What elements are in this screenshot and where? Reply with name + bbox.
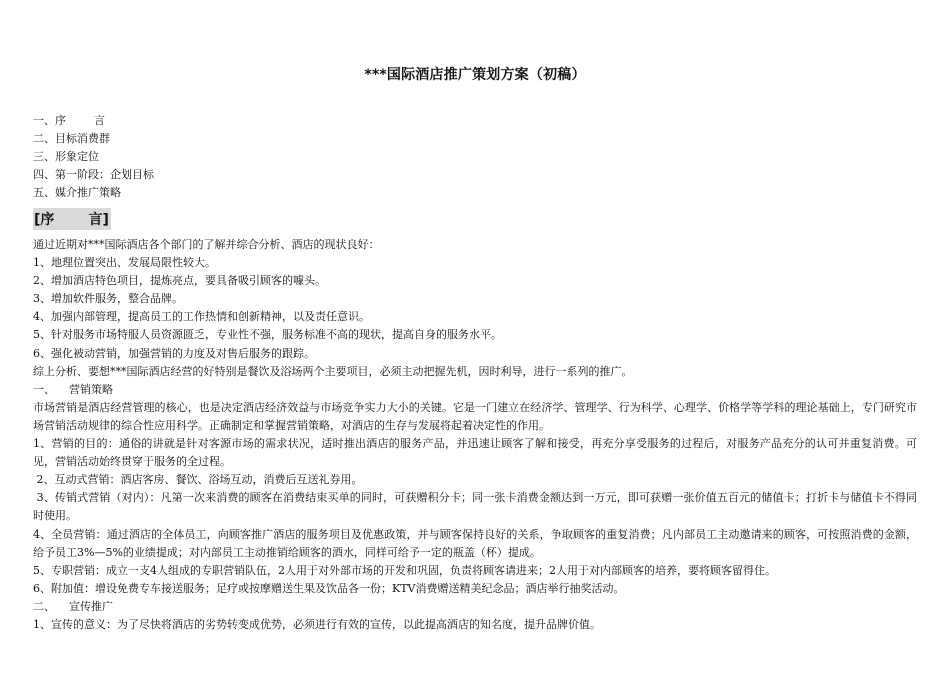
section-heading-preface: [序 言] bbox=[33, 208, 111, 230]
paragraph: 1、地理位置突出、发展局限性较大。 bbox=[33, 256, 216, 270]
toc-item: 一、序 言 bbox=[33, 114, 105, 127]
paragraph: 4、加强内部管理，提高员工的工作热情和创新精神，以及责任意识。 bbox=[33, 310, 370, 324]
paragraph: 6、附加值：增设免费专车接送服务；足疗或按摩赠送生果及饮品各一份；KTV消费赠送精美纪念品；酒店举行抽奖活动。 bbox=[33, 581, 625, 595]
subheading: 二、 宣传推广 bbox=[33, 599, 113, 613]
paragraph: 市场营销是酒店经营管理的核心，也是决定酒店经济效益与市场竞争实力大小的关键。它是一门建立在经济学、管理学、行为科学、心理学、价格学等学科的理论基础上，专门研究市场营销活动规律的综合性应用科学。正确制定和掌握营销策略，对酒店的生存与发展将起着决定性的作用。 bbox=[33, 400, 917, 432]
paragraph: 1、营销的目的：通俗的讲就是针对客源市场的需求状况，适时推出酒店的服务产品，并迅速让顾客了解和接受，再充分享受服务的过程后，对服务产品充分的认可并重复消费。可见，营销活动始终贯穿于服务的全过程。 bbox=[33, 437, 917, 469]
paragraph: 通过近期对***国际酒店各个部门的了解并综合分析、酒店的现状良好： bbox=[33, 238, 380, 251]
body-text bbox=[33, 236, 917, 634]
paragraph: 1、宣传的意义：为了尽快将酒店的劣势转变成优势，必须进行有效的宣传，以此提高酒店的知名度，提升品牌价值。 bbox=[33, 617, 601, 631]
paragraph: 5、针对服务市场特服人员资源匮乏，专业性不强，服务标准不高的现状，提高自身的服务水平。 bbox=[33, 328, 502, 342]
paragraph: 5、专职营销：成立一支4人组成的专职营销队伍，2人用于对外部市场的开发和巩固，负责将顾客请进来；2人用于对内部顾客的培养，要将顾客留得住。 bbox=[33, 563, 776, 577]
subheading: 一、 营销策略 bbox=[33, 382, 113, 396]
paragraph: 3、增加软件服务，整合品牌。 bbox=[33, 292, 183, 306]
table-of-contents bbox=[33, 112, 154, 202]
toc-item: 四、第一阶段：企划目标 bbox=[33, 168, 154, 181]
paragraph: 2、增加酒店特色项目，提炼亮点，要具备吸引顾客的噱头。 bbox=[33, 274, 326, 288]
paragraph: 2、互动式营销：酒店客房、餐饮、浴场互动，消费后互送礼券用。 bbox=[33, 473, 363, 487]
toc-item: 二、目标消费群 bbox=[33, 132, 110, 145]
paragraph: 6、强化被动营销，加强营销的力度及对售后服务的跟踪。 bbox=[33, 346, 315, 360]
paragraph: 4、全员营销：通过酒店的全体员工，向顾客推广酒店的服务项目及优惠政策，并与顾客保持良好的关系，争取顾客的重复消费；凡内部员工主动邀请来的顾客，可按照消费的金额，给予员工3%—5%的业绩提成；对内部员工主动推销给顾客的酒水，同样可给予一定的瓶盖（杯）提成。 bbox=[33, 527, 917, 559]
document-title: ***国际酒店推广策划方案（初稿） bbox=[364, 67, 586, 83]
toc-item: 五、媒介推广策略 bbox=[33, 186, 121, 199]
paragraph: 综上分析、要想***国际酒店经营的好特别是餐饮及浴场两个主要项目，必须主动把握先机，因时利导，进行一系列的推广。 bbox=[33, 364, 633, 378]
paragraph: 3、传销式营销（对内）：凡第一次来消费的顾客在消费结束买单的同时，可获赠积分卡；同一张卡消费金额达到一万元，即可获赠一张价值五百元的储值卡；打折卡与储值卡不得同时使用。 bbox=[33, 491, 917, 523]
toc-item: 三、形象定位 bbox=[33, 150, 99, 163]
